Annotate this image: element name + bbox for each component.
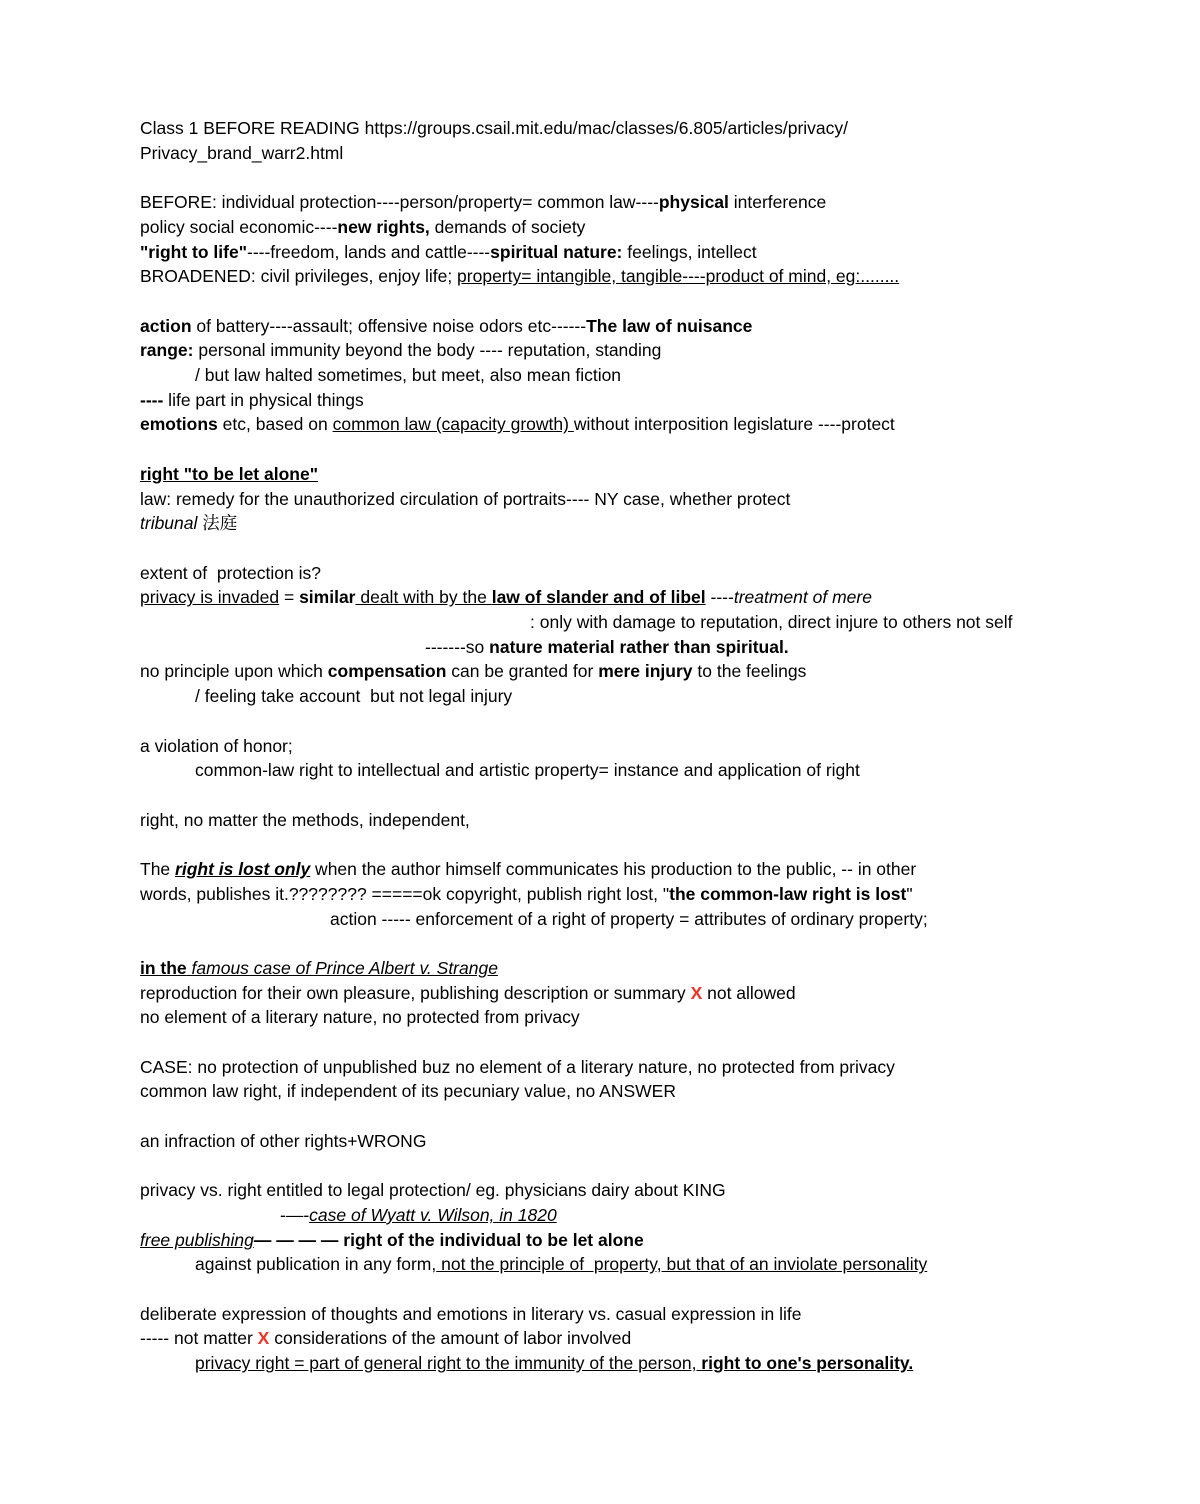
text-span: without interposition legislature ----protect (573, 414, 895, 435)
text-span: nature material rather than spiritual. (489, 636, 789, 657)
text-line (140, 264, 1105, 289)
text-line (140, 635, 1105, 660)
text-span: spiritual nature: (490, 241, 623, 262)
text-span: treatment of mere (733, 587, 872, 608)
text-line (140, 388, 1105, 413)
text-span: right is lost only (175, 859, 311, 880)
blank-line (140, 165, 1105, 190)
text-span: not the principle of property, but that of an inviolate personality (436, 1254, 928, 1275)
blank-line (140, 289, 1105, 314)
text-line (140, 363, 1105, 388)
text-span: dealt with by the (355, 587, 492, 608)
text-span: when the author himself communicates his production to the public, -- in other (310, 859, 917, 880)
text-span: mere injury (598, 661, 693, 682)
text-span: in the (140, 957, 187, 978)
text-line (140, 981, 1105, 1006)
blank-line (140, 709, 1105, 734)
text-span: interference (728, 192, 827, 213)
text-span: personal immunity beyond the body ---- reputation, standing (193, 340, 662, 361)
reading-url-continued: Privacy_brand_warr2.html (140, 142, 344, 163)
text-line (140, 1252, 1105, 1277)
text-span: action ----- enforcement of a right of property = attributes of ordinary property; (330, 908, 928, 929)
text-line (140, 1228, 1105, 1253)
blank-line (140, 1154, 1105, 1179)
text-span: action (140, 315, 192, 336)
text-span: life part in physical things (163, 389, 364, 410)
text-span: no principle upon which (140, 661, 328, 682)
text-span: similar (299, 587, 356, 608)
text-span: reproduction for their own pleasure, publishing description or summary (140, 982, 691, 1003)
text-line (140, 907, 1105, 932)
text-line (140, 610, 1105, 635)
text-span: ----freedom, lands and cattle---- (247, 241, 491, 262)
text-line (140, 412, 1105, 437)
text-span: range: (140, 340, 194, 361)
text-span: CASE: no protection of unpublished buz no element of a literary nature, no protected from privacy (140, 1056, 895, 1077)
text-line (140, 882, 1105, 907)
text-span: a violation of honor; (140, 735, 293, 756)
text-span: " (906, 883, 913, 904)
wyatt-case-reference: case of Wyatt v. Wilson, in 1820 (309, 1204, 557, 1225)
text-span: privacy right = part of general right to the immunity of the person, (195, 1353, 702, 1374)
blank-line (140, 437, 1105, 462)
text-line (140, 1129, 1105, 1154)
text-line (140, 314, 1105, 339)
text-span: = (279, 587, 300, 608)
text-span: common law (capacity growth) (332, 414, 574, 435)
text-span: against publication in any form, (195, 1254, 437, 1275)
text-line (140, 734, 1105, 759)
blank-line (140, 1030, 1105, 1055)
text-line (140, 1302, 1105, 1327)
text-span: of battery----assault; offensive noise odors etc------ (191, 315, 587, 336)
text-span: ----- not matter (140, 1328, 258, 1349)
text-span: "right to life" (140, 241, 247, 262)
text-line (140, 1055, 1105, 1080)
blank-line (140, 1277, 1105, 1302)
text-span: The (140, 859, 176, 880)
red-x-mark: X (257, 1328, 270, 1349)
text-span: privacy vs. right entitled to legal protection/ eg. physicians dairy about KING (140, 1180, 726, 1201)
text-line (140, 511, 1105, 536)
text-span: law of slander and of libel (491, 587, 706, 608)
text-line (140, 1351, 1105, 1376)
text-span: -------so (425, 636, 490, 657)
text-span: property= intangible, tangible----product of mind, eg:........ (457, 266, 900, 287)
text-span: words, publishes it.???????? =====ok copyright, publish right lost, " (140, 883, 670, 904)
text-line (140, 758, 1105, 783)
blank-line (140, 1104, 1105, 1129)
doc-title-line (140, 141, 1105, 166)
text-span: no element of a literary nature, no protected from privacy (140, 1007, 580, 1028)
text-line (140, 1178, 1105, 1203)
text-span: emotions (140, 414, 218, 435)
text-line (140, 808, 1105, 833)
reading-title-and-url: Class 1 BEFORE READING https://groups.csail.mit.edu/mac/classes/6.805/articles/privacy/ (140, 118, 849, 138)
text-span: physical (658, 192, 729, 213)
text-span: common-law right to intellectual and artistic property= instance and application of right (195, 760, 860, 781)
text-span: right "to be let alone" (140, 463, 318, 484)
text-span: considerations of the amount of labor involved (269, 1328, 632, 1349)
text-line (140, 215, 1105, 240)
text-line (140, 857, 1105, 882)
text-span: can be granted for (446, 661, 599, 682)
text-span: famous case of Prince Albert v. Strange (191, 957, 498, 978)
text-span: deliberate expression of thoughts and emotions in literary vs. casual expression in life (140, 1303, 802, 1324)
text-span: right to one's personality. (701, 1353, 914, 1374)
text-line (140, 1326, 1105, 1351)
text-span: ---- (140, 389, 164, 410)
text-span: BROADENED: civil privileges, enjoy life; (140, 266, 458, 287)
blank-line (140, 783, 1105, 808)
text-span: BEFORE: individual protection----person/property= common law---- (140, 192, 659, 213)
text-line (140, 585, 1105, 610)
heading-right-to-be-let-alone (140, 462, 1105, 487)
text-line (140, 684, 1105, 709)
text-line (140, 338, 1105, 363)
text-span: compensation (327, 661, 447, 682)
text-span: The law of nuisance (586, 315, 753, 336)
text-span: / feeling take account but not legal injury (195, 686, 513, 707)
chinese-gloss: 法庭 (197, 513, 238, 534)
text-span: etc, based on (217, 414, 333, 435)
text-span: not allowed (702, 982, 796, 1003)
red-x-mark: X (690, 982, 703, 1003)
text-line (140, 1203, 1105, 1228)
text-span: -—- (280, 1204, 310, 1225)
text-line (140, 1005, 1105, 1030)
text-span: feelings, intellect (622, 241, 757, 262)
text-span: tribunal (140, 513, 198, 534)
text-line (140, 487, 1105, 512)
text-span: extent of protection is? (140, 562, 321, 583)
text-span: ---- (705, 587, 734, 608)
text-line (140, 659, 1105, 684)
text-line (140, 240, 1105, 265)
text-span: privacy is invaded (140, 587, 280, 608)
text-span: new rights, (337, 216, 430, 237)
text-span: to the feelings (692, 661, 807, 682)
text-span: common law right, if independent of its pecuniary value, no ANSWER (140, 1081, 676, 1102)
heading-prince-albert-case (140, 956, 1105, 981)
text-line (140, 1079, 1105, 1104)
text-span: / but law halted sometimes, but meet, also mean fiction (195, 365, 622, 386)
text-span: policy social economic---- (140, 216, 338, 237)
notes-document (140, 116, 1105, 1376)
text-span: free publishing (140, 1229, 254, 1250)
text-span: — — — — right of the individual to be let alone (253, 1229, 644, 1250)
text-span: demands of society (429, 216, 586, 237)
doc-title-line (140, 116, 1105, 141)
blank-line (140, 931, 1105, 956)
text-span: right, no matter the methods, independent, (140, 809, 470, 830)
text-line (140, 190, 1105, 215)
text-line (140, 561, 1105, 586)
text-span: law: remedy for the unauthorized circulation of portraits---- NY case, whether protect (140, 488, 791, 509)
text-span: : only with damage to reputation, direct injure to others not self (530, 612, 1013, 633)
text-span: the common-law right is lost (669, 883, 907, 904)
blank-line (140, 536, 1105, 561)
blank-line (140, 832, 1105, 857)
text-span: an infraction of other rights+WRONG (140, 1130, 427, 1151)
